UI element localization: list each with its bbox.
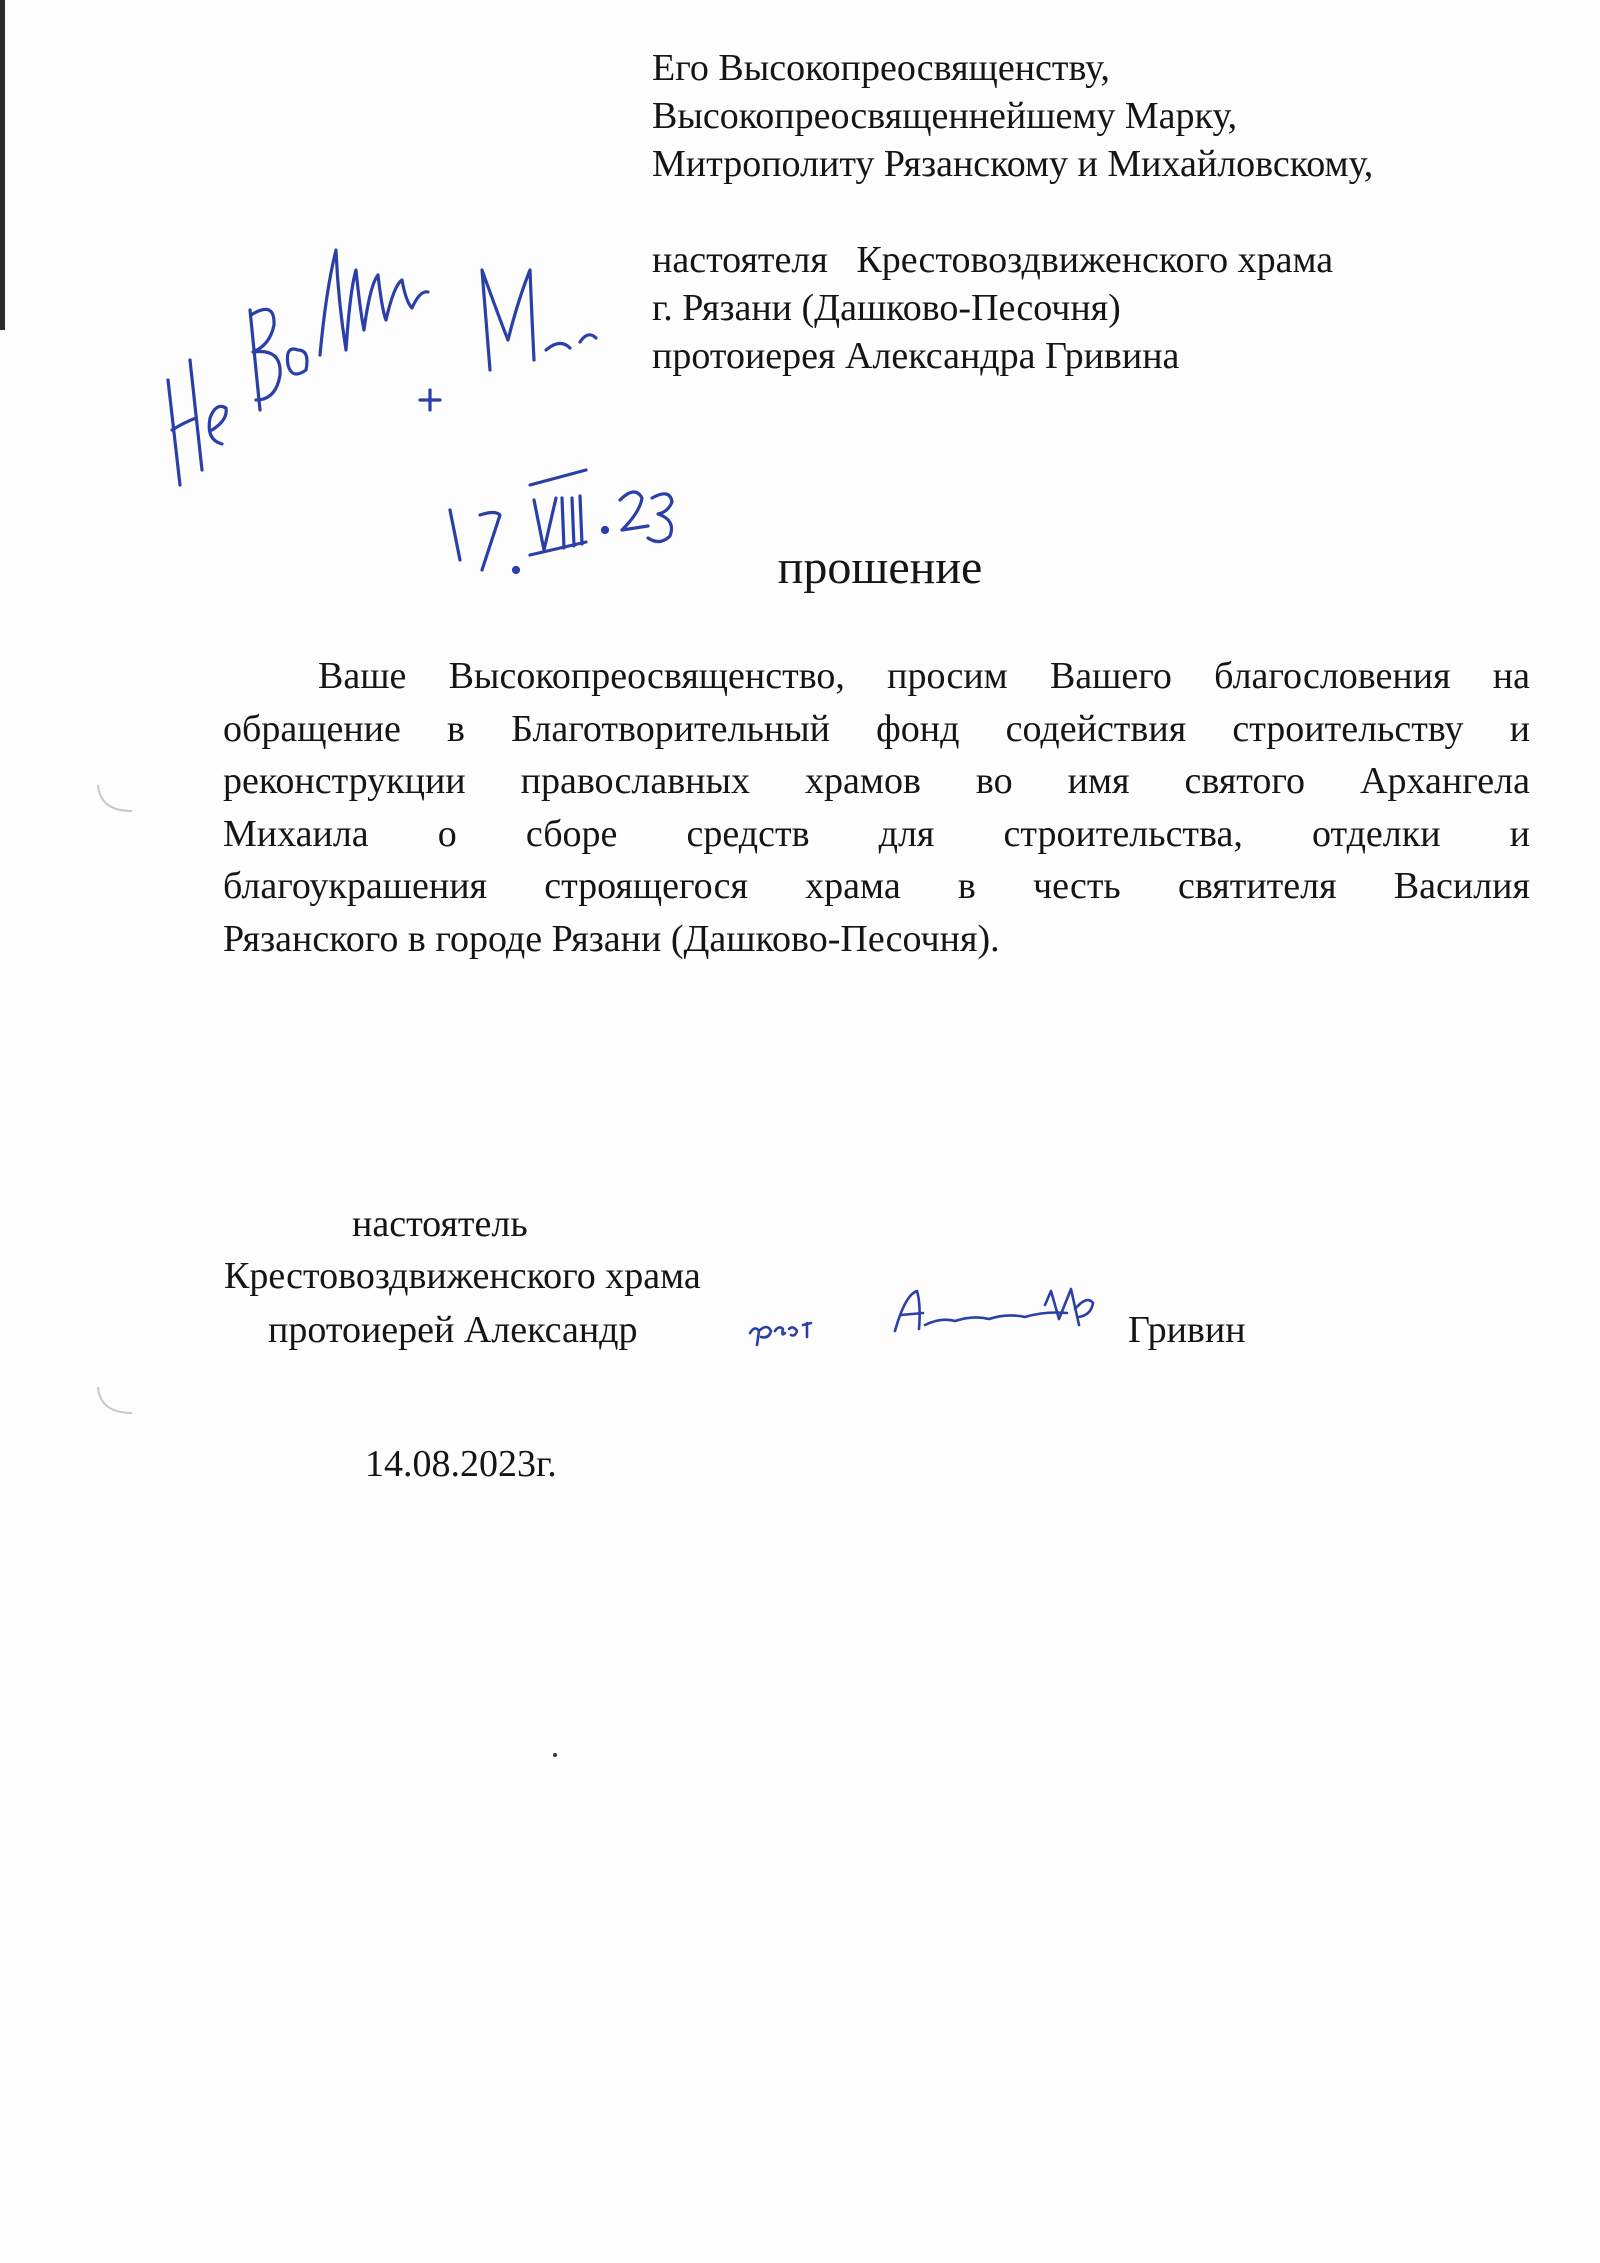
petition-body xyxy=(223,650,1530,966)
sender-line: г. Рязани (Дашково-Песочня) xyxy=(652,287,1121,329)
scan-edge xyxy=(0,0,5,330)
sender-block xyxy=(652,236,1333,380)
signatory-surname: Гривин xyxy=(1128,1309,1246,1351)
scan-speck xyxy=(553,1753,557,1757)
signatory-church: Крестовоздвиженского храма xyxy=(224,1255,701,1297)
punch-hole-mark xyxy=(92,775,138,821)
punch-hole-mark xyxy=(92,1377,138,1423)
sender-line: настоятеля Крестовоздвиженского храма xyxy=(652,239,1334,281)
signatory-title: настоятель xyxy=(352,1203,528,1245)
handwritten-signature xyxy=(745,1285,1135,1365)
document-date: 14.08.2023г. xyxy=(365,1443,557,1485)
addressee-line: Его Высокопреосвященству, xyxy=(652,47,1110,89)
addressee-line: Высокопреосвященнейшему Марку, xyxy=(652,95,1238,137)
addressee-line: Митрополиту Рязанскому и Михайловскому, xyxy=(652,143,1374,185)
body-line: Михаила о сборе средств для строительства, отделки и xyxy=(223,812,1530,855)
body-line: реконструкции православных храмов во имя святого Архангела xyxy=(223,760,1530,803)
sender-line: протоиерея Александра Гривина xyxy=(652,335,1180,377)
document-title: прошение xyxy=(777,541,983,594)
addressee-block xyxy=(652,44,1373,188)
body-line: благоукрашения строящегося храма в честь святителя Василия xyxy=(223,865,1530,908)
body-line: Ваше Высокопреосвященство, просим Вашего благословения на xyxy=(318,655,1530,697)
body-line: Рязанского в городе Рязани (Дашково-Песочня). xyxy=(223,917,1000,960)
body-line: обращение в Благотворительный фонд содействия строительству и xyxy=(223,707,1530,750)
signatory-name: протоиерей Александр xyxy=(268,1309,638,1351)
